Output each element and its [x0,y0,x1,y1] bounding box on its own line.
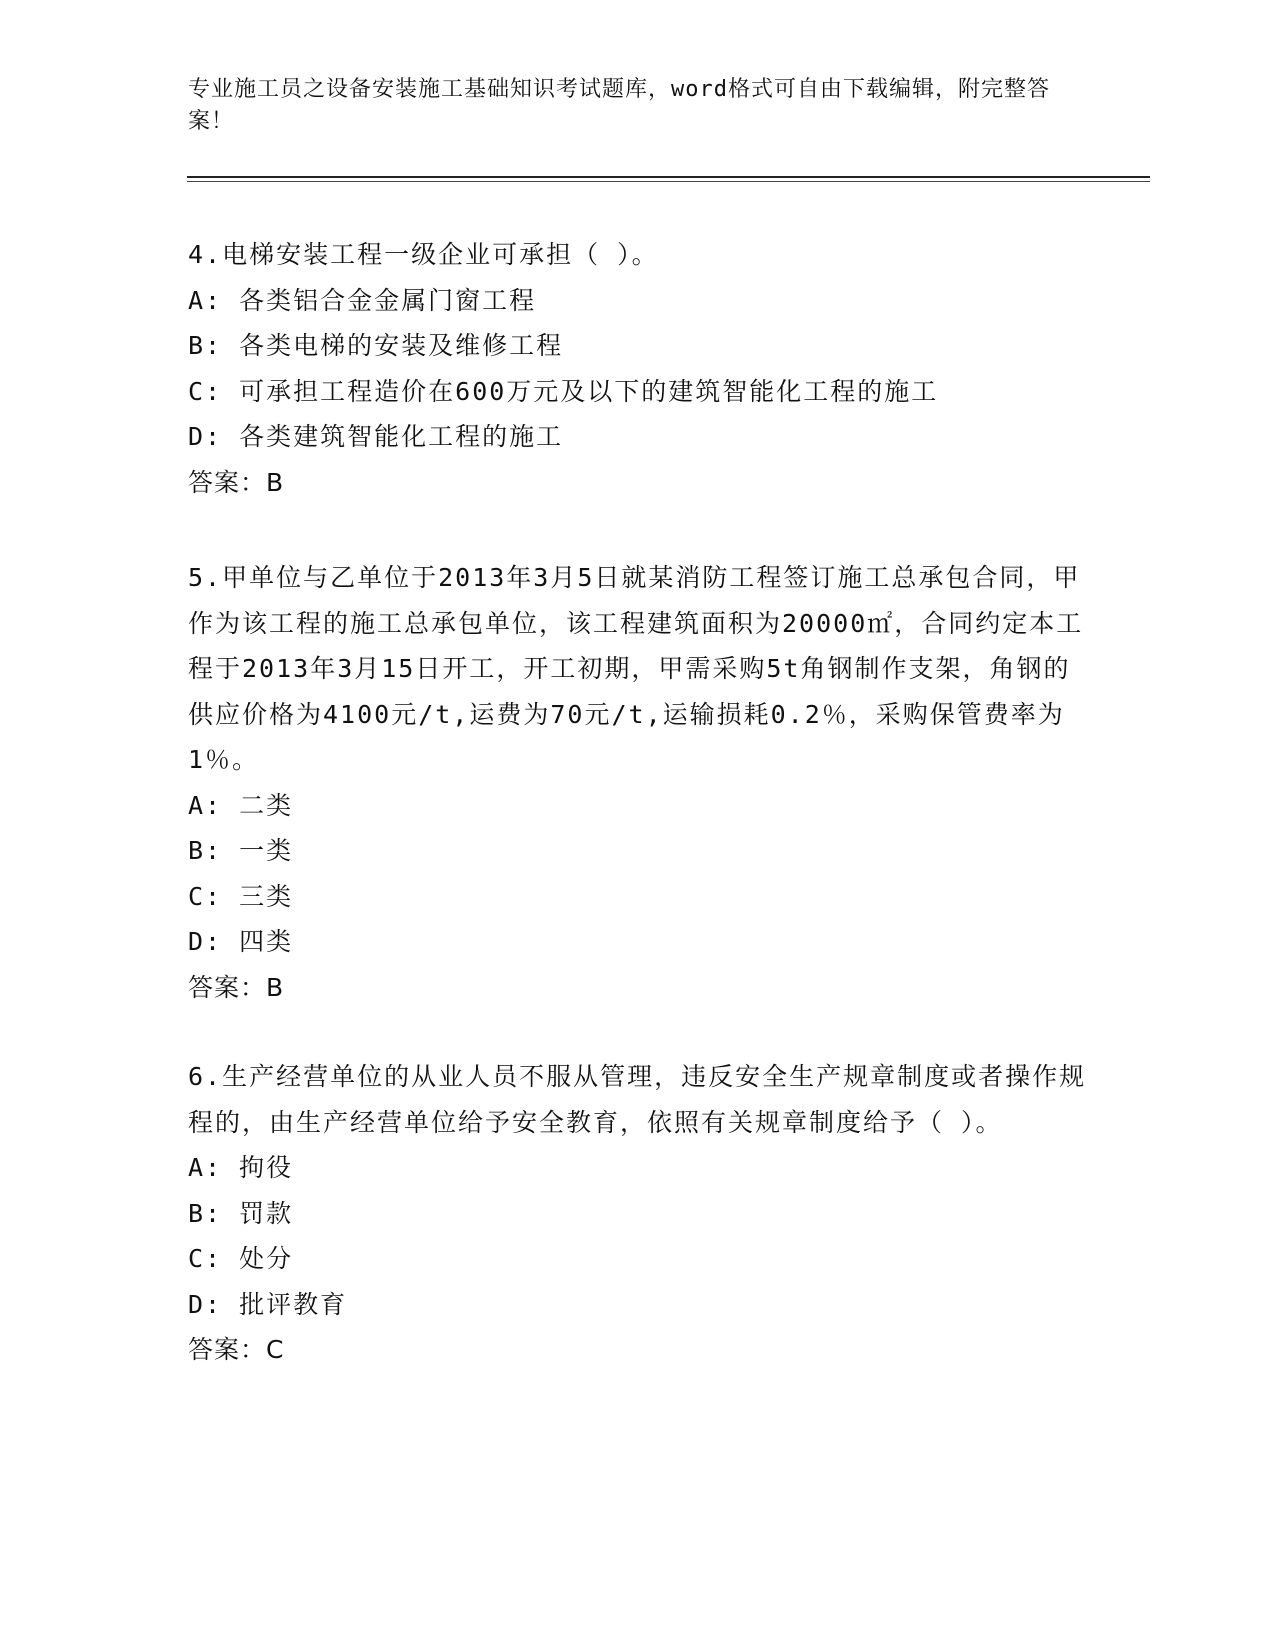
question-text: 4.电梯安装工程一级企业可承担（ ）。 [188,240,659,269]
option-a: A: 拘役 [188,1153,294,1182]
answer: 答案：C [188,1335,285,1364]
option-a: A: 各类铝合金金属门窗工程 [188,285,537,315]
option-d: D: 各类建筑智能化工程的施工 [188,422,564,451]
header-rule-thin [187,181,1150,182]
document-header: 专业施工员之设备安装施工基础知识考试题库，word格式可自由下载编辑，附完整答案！ [188,77,1050,134]
question-6 [188,1054,1088,1373]
header-rule-thick [187,176,1150,178]
question-text: 6.生产经营单位的从业人员不服从管理，违反安全生产规章制度或者操作规程的，由生产经营单位给予安全教育，依照有关规章制度给予（ ）。 [188,1062,1087,1137]
answer: 答案：B [188,972,285,1002]
question-text: 5.甲单位与乙单位于2013年3月5日就某消防工程签订施工总承包合同，甲作为该工程的施工总承包单位，该工程建筑面积为20000㎡，合同约定本工程于2013年3月15日开工，开工初期，甲需采购5t角钢制作支架，角钢的供应价格为4100元/t,运费为70元/t,运输损耗0.2％，采购保管费率为1％。 [188,563,1084,774]
option-b: B: 一类 [188,836,294,865]
option-b: B: 各类电梯的安装及维修工程 [188,331,564,360]
question-5 [188,555,1088,1010]
option-c: C: 可承担工程造价在600万元及以下的建筑智能化工程的施工 [188,376,939,406]
answer: 答案：B [188,467,285,497]
option-d: D: 批评教育 [188,1289,348,1319]
question-4 [188,232,1088,505]
option-b: B: 罚款 [188,1198,294,1228]
option-c: C: 处分 [188,1244,294,1273]
option-c: C: 三类 [188,881,294,911]
option-d: D: 四类 [188,927,294,956]
option-a: A: 二类 [188,790,294,820]
